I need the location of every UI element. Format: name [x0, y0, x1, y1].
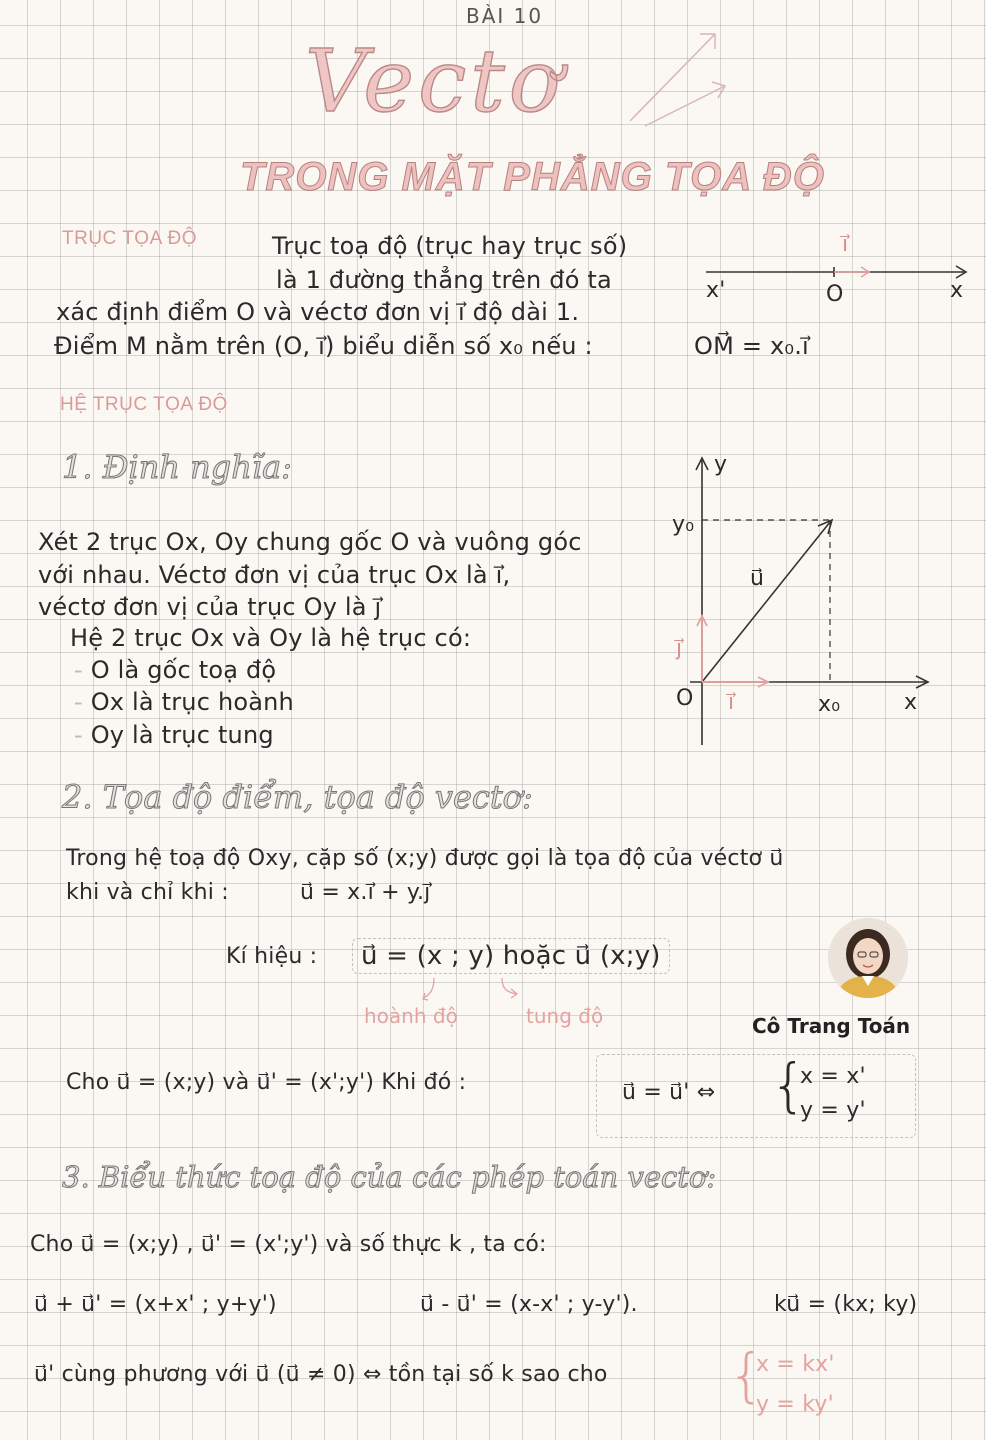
- axis-label-x: x: [950, 278, 964, 303]
- ops-diff: u⃗ - u⃗' = (x-x' ; y-y').: [420, 1292, 638, 1317]
- note-tung-do: tung độ: [526, 1004, 604, 1028]
- truc-text-line-2: là 1 đường thẳng trên đó ta: [276, 266, 612, 294]
- truc-text-line-3: xác định điểm O và véctơ đơn vị i⃗ độ dài 1.: [56, 298, 580, 326]
- heading-bieu-thuc: 3. Biểu thức toạ độ của các phép toán vectơ:: [62, 1160, 717, 1194]
- collinear-brace: {: [728, 1341, 766, 1409]
- lesson-title: Vectơ: [305, 32, 565, 132]
- graph-label-j: j⃗: [676, 636, 683, 661]
- graph-label-x0: x₀: [818, 692, 841, 717]
- axis-label-origin: O: [826, 282, 844, 307]
- bullet-2: - Ox là trục hoành: [74, 688, 294, 716]
- notation-formula: u⃗ = (x ; y) hoặc u⃗ (x;y): [352, 938, 670, 974]
- ops-scalar: ku⃗ = (kx; ky): [774, 1292, 918, 1317]
- collinear-sys-1: x = kx': [756, 1352, 835, 1377]
- bullet-3: - Oy là trục tung: [74, 721, 274, 749]
- heading-dinh-nghia: 1. Định nghĩa:: [62, 448, 292, 486]
- equality-lhs: u⃗ = u⃗' ⇔: [622, 1080, 716, 1105]
- note-hoanh-do: hoành độ: [364, 1004, 458, 1028]
- notation-pointers: [420, 976, 540, 1006]
- coord-def-line-1: Trong hệ toạ độ Oxy, cặp số (x;y) được gọi là tọa độ của véctơ u⃗: [66, 846, 784, 871]
- equality-condition: Cho u⃗ = (x;y) và u⃗' = (x';y') Khi đó :: [66, 1070, 467, 1095]
- teacher-name: Cô Trang Toán: [752, 1014, 911, 1038]
- ops-sum: u⃗ + u⃗' = (x+x' ; y+y'): [34, 1292, 277, 1317]
- truc-text-line-1: Trục toạ độ (trục hay trục số): [272, 232, 628, 260]
- graph-label-x: x: [904, 690, 918, 715]
- definition-line-2: với nhau. Véctơ đơn vị của trục Ox là i⃗,: [38, 561, 511, 589]
- graph-label-i: i⃗: [728, 690, 735, 715]
- graph-label-u: u⃗: [750, 566, 765, 591]
- bullet-2-text: Ox là trục hoành: [90, 688, 294, 716]
- equality-sys-1: x = x': [800, 1064, 866, 1089]
- ops-collinear: u⃗' cùng phương với u⃗ (u⃗ ≠ 0) ⇔ tồn tại số k sao cho: [34, 1362, 608, 1387]
- coord-def-formula: u⃗ = x.i⃗ + y.j⃗: [300, 880, 431, 905]
- heading-toa-do-diem: 2. Tọa độ điểm, tọa độ vectơ:: [62, 778, 533, 816]
- bullet-1: - O là gốc toạ độ: [74, 656, 277, 684]
- graph-label-y0: y₀: [672, 512, 695, 537]
- truc-formula-om: OM⃗ = x₀.i⃗: [694, 332, 809, 360]
- collinear-sys-2: y = ky': [756, 1392, 834, 1417]
- graph-label-y: y: [714, 452, 728, 477]
- coord-def-line-2: khi và chỉ khi :: [66, 880, 229, 905]
- title-arrows-decoration: [620, 26, 730, 136]
- section-label-he-truc: HỆ TRỤC TỌA ĐỘ: [60, 394, 228, 415]
- axis-label-unit-i: i⃗: [842, 232, 849, 257]
- definition-line-3: véctơ đơn vị của trục Oy là j⃗: [38, 593, 382, 621]
- equality-sys-2: y = y': [800, 1098, 866, 1123]
- equality-brace: {: [770, 1051, 808, 1119]
- section-label-truc-toa-do: TRỤC TỌA ĐỘ: [62, 228, 197, 249]
- lesson-subtitle: TRONG MẶT PHẲNG TỌA ĐỘ: [240, 155, 825, 199]
- notation-label: Kí hiệu :: [226, 944, 318, 969]
- ops-intro: Cho u⃗ = (x;y) , u⃗' = (x';y') và số thực k , ta có:: [30, 1232, 547, 1257]
- teacher-avatar: [828, 918, 908, 998]
- definition-line-4: Hệ 2 trục Ox và Oy là hệ trục có:: [70, 624, 472, 652]
- axis-label-x-prime: x': [706, 278, 726, 303]
- truc-text-line-4: Điểm M nằm trên (O, i⃗) biểu diễn số x₀ nếu :: [54, 332, 593, 360]
- lesson-number: BÀI 10: [466, 4, 544, 28]
- bullet-3-text: Oy là trục tung: [90, 721, 274, 749]
- definition-line-1: Xét 2 trục Ox, Oy chung gốc O và vuông góc: [38, 528, 582, 556]
- graph-label-o: O: [676, 686, 694, 711]
- bullet-1-text: O là gốc toạ độ: [90, 656, 277, 684]
